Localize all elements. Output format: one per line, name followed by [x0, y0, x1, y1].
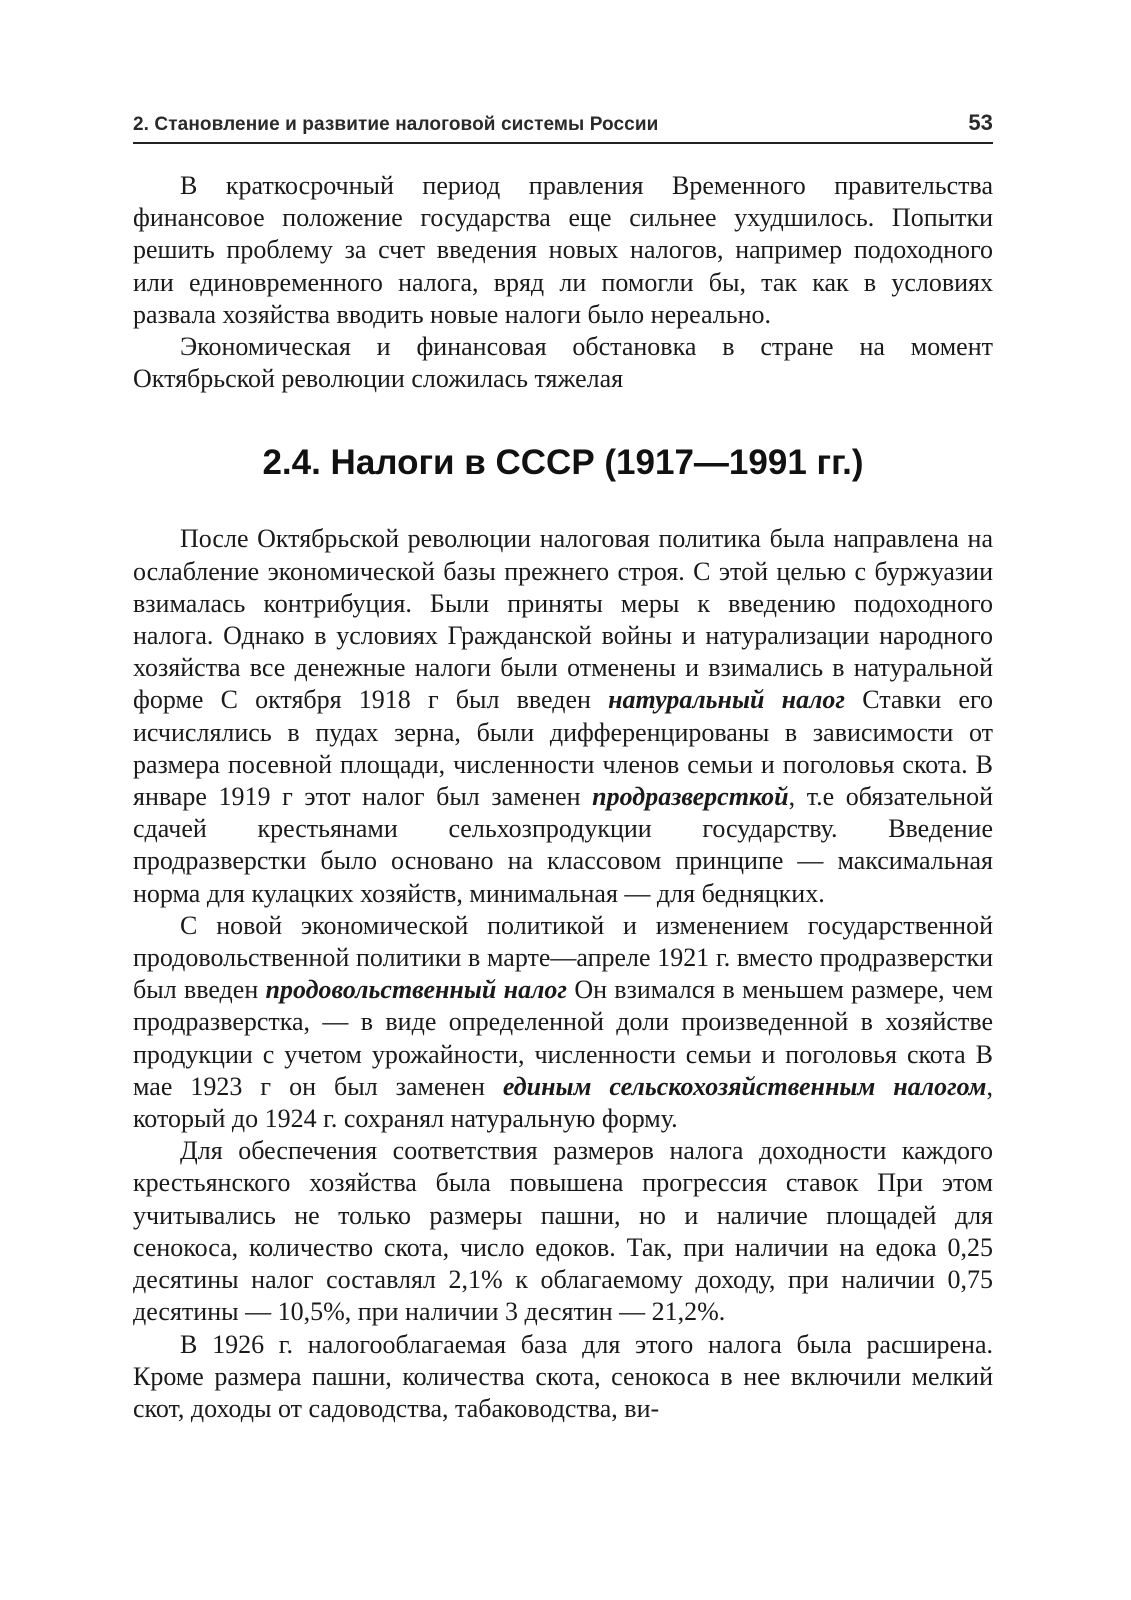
running-header: [133, 110, 993, 144]
text-run: , который до 1924 г. сохранял натуральную форму.: [133, 1071, 993, 1134]
term-emphasis: продразверсткой: [592, 782, 789, 812]
section-heading: 2.4. Налоги в СССР (1917—1991 гг.): [262, 443, 864, 483]
term-emphasis: единым сельскохозяйственным налогом: [502, 1071, 987, 1101]
running-title: 2. Становление и развитие налоговой системы России: [133, 114, 659, 135]
paragraph: Экономическая и финансовая обстановка в стране на момент Октябрьской революции сложилась тяжелая: [133, 332, 993, 394]
paragraph: [133, 523, 993, 909]
page-number: 53: [968, 110, 993, 135]
text-run: Он взимался в меньшем размере, чем продразверстка, — в виде определенной доли произведенной в хозяйстве продукции с учетом урожайности, численности семьи и поголовья скота В мае 1923 г он был заменен: [133, 975, 993, 1101]
intro-text: [133, 170, 993, 395]
text-run: После Октябрьской революции налоговая политика была направлена на ослабление экономической базы прежнего строя. С этой целью с буржуазии взималась контрибуция. Были приняты меры к введению подоходного налога. Однако в условиях Гражданской войны и натурализации народного хозяйства все денежные налоги были отменены и взимались в натуральной форме С октября 1918 г был введен: [133, 524, 993, 715]
paragraph: В 1926 г. налогооблагаемая база для этого налога была расширена. Кроме размера пашни, количества скота, сенокоса в нее включили мелкий скот, доходы от садоводства, табаководства, ви-: [133, 1329, 993, 1423]
text-run: Ставки его исчислялись в пудах зерна, были дифференцированы в зависимости от размера посевной площади, численности членов семьи и поголовья скота. В январе 1919 г этот налог был заменен: [133, 685, 993, 812]
paragraph: [133, 910, 993, 1135]
paragraph: В краткосрочный период правления Временного правительства финансовое положение государства еще сильнее ухудшилось. Попытки решить проблему за счет введения новых налогов, например подоходного или единовременного налога, вряд ли помогли бы, так как в условиях развала хозяйства вводить новые налоги было нереально.: [133, 171, 993, 329]
term-emphasis: продовольственный налог: [265, 975, 568, 1005]
section-text: [133, 523, 993, 1425]
term-emphasis: натуральный налог: [608, 685, 846, 715]
text-run: , т.е обязательной сдачей крестьянами сельхозпродукции государству. Введение продразверстки было основано на классовом принципе — максимальная норма для кулацких хозяйств, минимальная — для бедняцких.: [133, 782, 993, 908]
book-page: [133, 110, 993, 1425]
text-run: С новой экономической политикой и изменением государственной продовольственной политики в марте—апреле 1921 г. вместо продразверстки был введен: [133, 910, 993, 1005]
paragraph: Для обеспечения соответствия размеров налога доходности каждого крестьянского хозяйства была повышена прогрессия ставок При этом учитывались не только размеры пашни, но и наличие площадей для сенокоса, количество скота, число едоков. Так, при наличии на едока 0,25 десятины налог составлял 2,1% к облагаемому доходу, при наличии 0,75 десятины — 10,5%, при наличии 3 десятин — 21,2%.: [133, 1136, 993, 1327]
